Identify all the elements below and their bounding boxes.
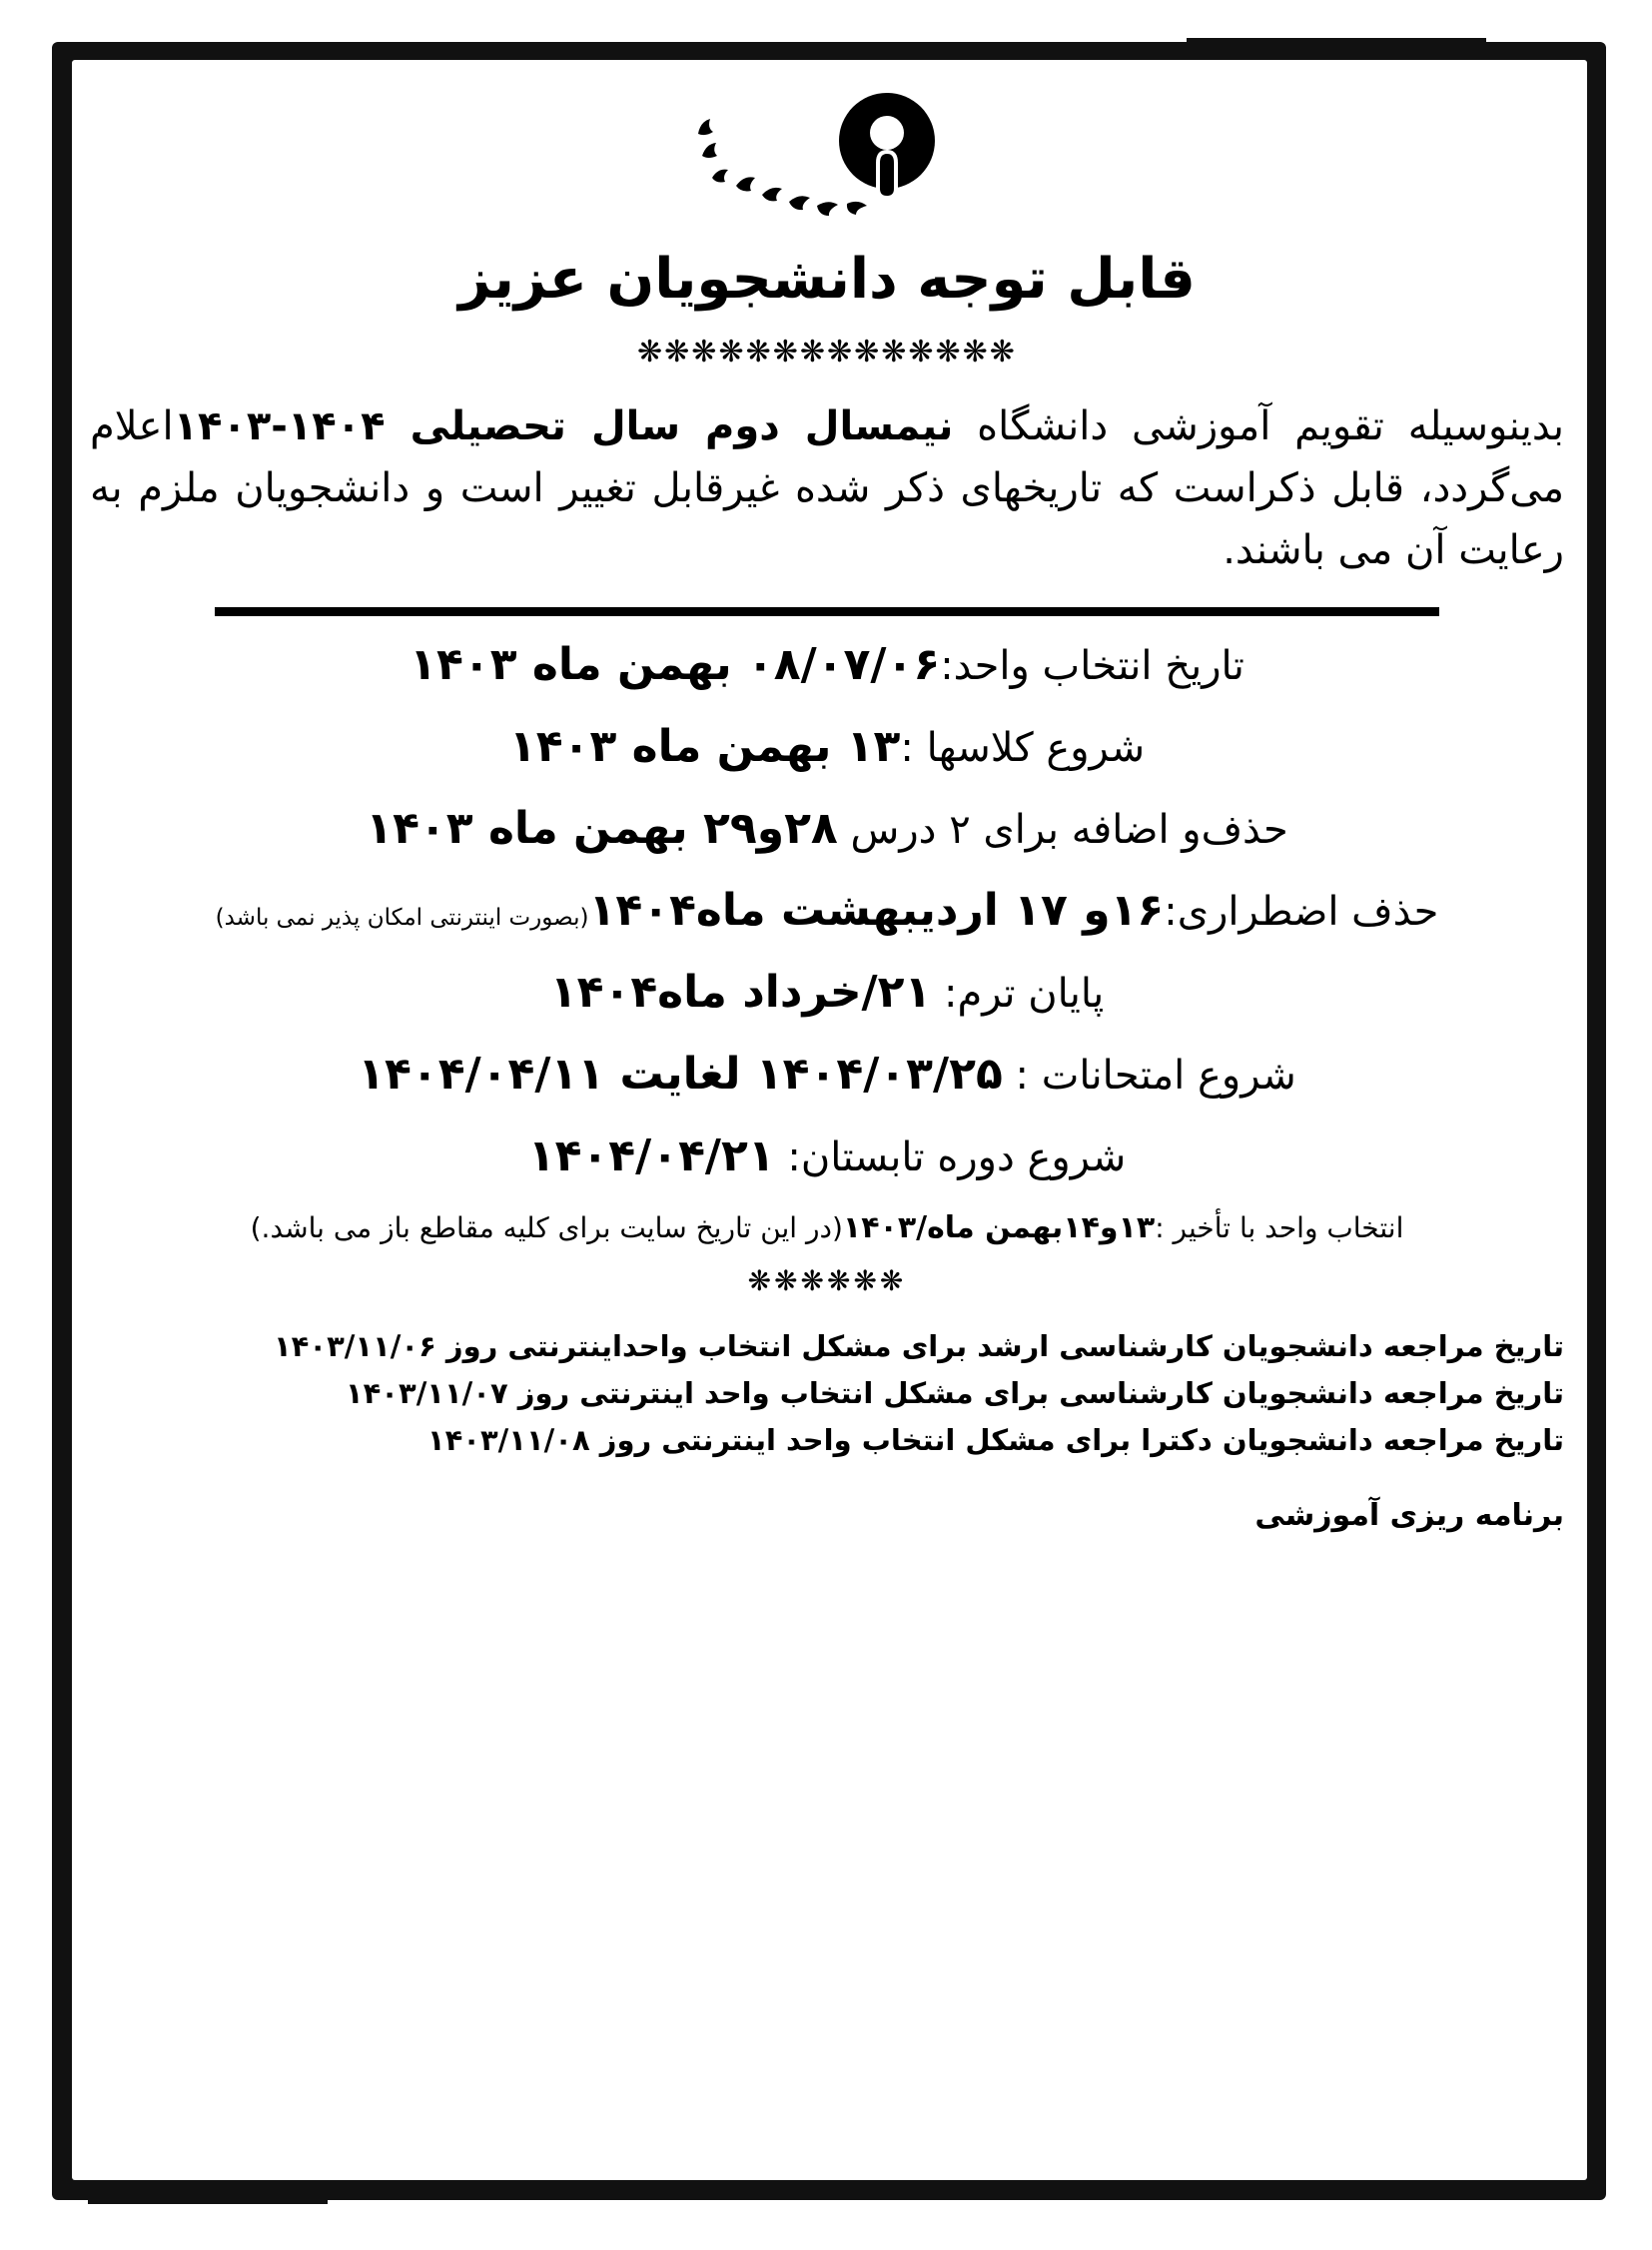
item-label: شروع دوره تابستان: [774, 1134, 1127, 1181]
item-value: ۱۳ بهمن ماه ۱۴۰۳ [508, 721, 901, 773]
border-irregularity [72, 1039, 79, 1298]
notice-content [90, 70, 1564, 2174]
university-logo-icon [682, 86, 972, 236]
border-irregularity [1187, 38, 1486, 47]
item-value: ۱۳و۱۴بهمن ماه/۱۴۰۳ [842, 1210, 1156, 1246]
item-label: انتخاب واحد با تأخیر : [1155, 1211, 1404, 1245]
item-label: حذف‌و اضافه برای ۲ درس [837, 807, 1288, 854]
star-divider-bottom: ❋❋❋❋❋❋ [747, 1264, 907, 1298]
calendar-item-classes-start [90, 714, 1564, 780]
item-value: ۲۱/خرداد ماه۱۴۰۴ [549, 967, 932, 1019]
footer-line-phd: تاریخ مراجعه دانشجویان دکترا برای مشکل انتخاب واحد اینترنتی روز ۱۴۰۳/۱۱/۰۸ [426, 1423, 1564, 1458]
intro-part-1: بدینوسیله تقویم آموزشی دانشگاه [953, 403, 1565, 450]
border-irregularity [88, 2194, 328, 2204]
item-value: ۰۸/۰۷/۰۶ بهمن ماه ۱۴۰۳ [410, 639, 941, 691]
item-label: تاریخ انتخاب واحد: [940, 643, 1244, 690]
item-value: ۱۶و ۱۷ اردیبهشت ماه۱۴۰۴ [588, 885, 1165, 937]
horizontal-rule [215, 607, 1438, 616]
item-value: ۱۴۰۴/۰۳/۲۵ لغایت ۱۴۰۴/۰۴/۱۱ [358, 1049, 1003, 1101]
logo-block [90, 70, 1564, 240]
item-value: ۲۸و۲۹ بهمن ماه ۱۴۰۳ [366, 803, 838, 855]
calendar-item-term-end [90, 960, 1564, 1026]
calendar-item-exams-start [90, 1042, 1564, 1108]
calendar-item-late-registration [90, 1205, 1564, 1250]
intro-semester-bold: نیمسال دوم سال تحصیلی ۱۴۰۴-۱۴۰۳ [173, 403, 954, 450]
item-label: حذف اضطراری: [1164, 889, 1439, 936]
signature-line: برنامه ریزی آموزشی [1254, 1498, 1564, 1534]
footer-line-masters: تاریخ مراجعه دانشجویان کارشناسی ارشد برای مشکل انتخاب واحداینترنتی روز ۱۴۰۳/۱۱/۰۶ [273, 1329, 1564, 1364]
calendar-item-emergency-drop [90, 878, 1564, 944]
border-irregularity [1581, 1558, 1587, 1778]
item-label: شروع امتحانات : [1002, 1053, 1296, 1100]
calendar-item-summer-term [90, 1124, 1564, 1189]
intro-part-2: اعلام می‌گردد، قابل ذکراست که تاریخهای ذکر شده غیرقابل تغییر است و دانشجویان ملزم به رعایت آن می باشند. [90, 403, 1564, 574]
item-note: (بصورت اینترنتی امکان پذیر نمی باشد) [215, 905, 589, 932]
star-divider-top: ❋❋❋❋❋❋❋❋❋❋❋❋❋❋ [637, 335, 1017, 371]
border-irregularity [72, 360, 81, 479]
footer-line-bachelors: تاریخ مراجعه دانشجویان کارشناسی برای مشکل انتخاب واحد اینترنتی روز ۱۴۰۳/۱۱/۰۷ [345, 1376, 1564, 1411]
calendar-item-registration [90, 632, 1564, 698]
border-irregularity [1579, 679, 1587, 859]
item-note: (در این تاریخ سایت برای کلیه مقاطع باز می باشد.) [250, 1211, 843, 1245]
footer-notes [90, 1323, 1564, 1464]
calendar-item-add-drop [90, 796, 1564, 862]
item-value: ۱۴۰۴/۰۴/۲۱ [527, 1130, 775, 1182]
item-label: پایان ترم: [931, 971, 1105, 1018]
item-label: شروع کلاسها : [900, 725, 1146, 772]
intro-paragraph [90, 395, 1564, 581]
page-title: قابل توجه دانشجویان عزیز [458, 247, 1196, 312]
